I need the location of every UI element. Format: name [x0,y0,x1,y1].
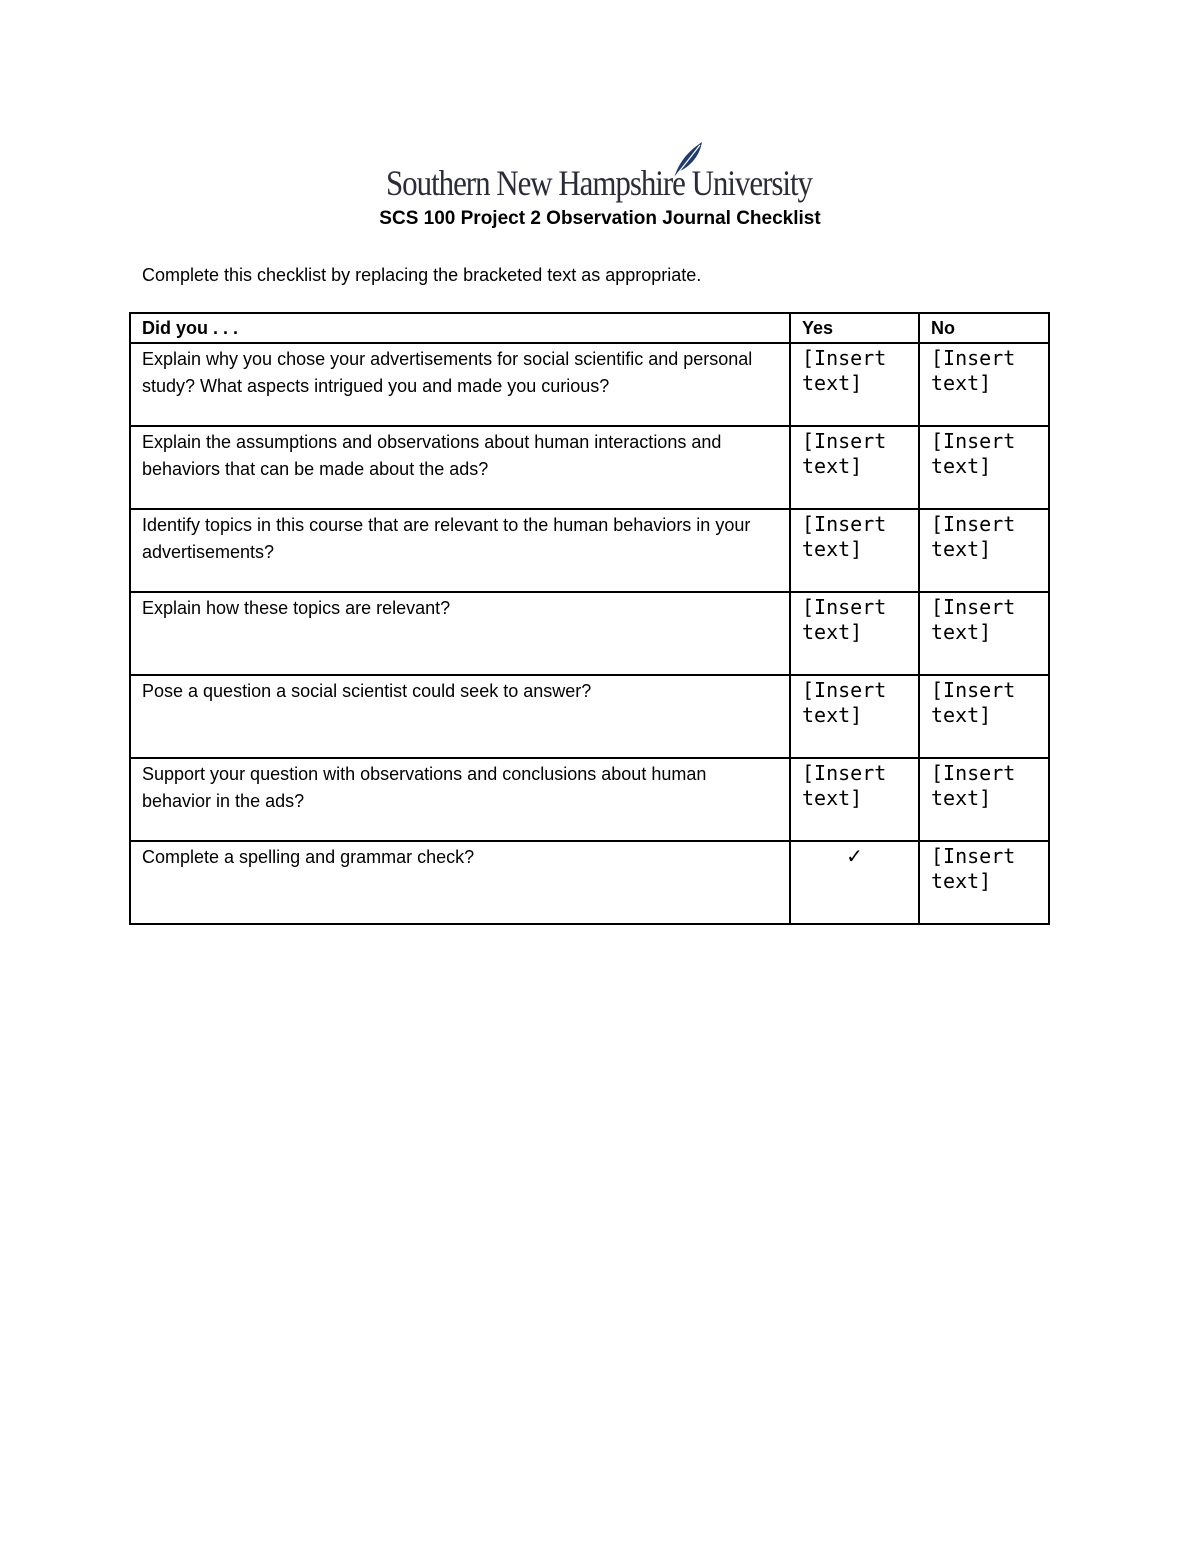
no-text[interactable]: [Insert text] [931,761,1016,810]
no-text[interactable]: [Insert text] [931,678,1016,727]
document-title: SCS 100 Project 2 Observation Journal Checklist [379,208,821,229]
university-logo [386,140,816,208]
table-row [130,592,1049,675]
row-no-cell[interactable] [919,509,1049,592]
row-question: Explain why you chose your advertisements for social scientific and personal study? What aspects intrigued you and made you curious? [130,343,790,426]
table-row [130,758,1049,841]
row-question: Support your question with observations and conclusions about human behavior in the ads? [130,758,790,841]
row-question: Pose a question a social scientist could seek to answer? [130,675,790,758]
no-text[interactable]: [Insert text] [931,429,1016,478]
logo-wordmark: Southern New Hampshire University [386,163,812,203]
row-yes-cell[interactable] [790,509,919,592]
row-question: Complete a spelling and grammar check? [130,841,790,924]
row-question: Explain the assumptions and observations about human interactions and behaviors that can be made about the ads? [130,426,790,509]
header-no: No [919,313,1049,343]
table-row [130,675,1049,758]
yes-text[interactable]: [Insert text] [802,512,887,561]
no-text[interactable]: [Insert text] [931,512,1016,561]
yes-text[interactable]: [Insert text] [802,595,887,644]
row-question: Explain how these topics are relevant? [130,592,790,675]
instructions-text: Complete this checklist by replacing the bracketed text as appropriate. [142,265,702,285]
row-no-cell[interactable] [919,426,1049,509]
header-yes: Yes [790,313,919,343]
table-row [130,841,1049,924]
header-question: Did you . . . [130,313,790,343]
yes-text[interactable]: [Insert text] [802,346,887,395]
no-text[interactable]: [Insert text] [931,844,1016,893]
yes-text[interactable]: [Insert text] [802,678,887,727]
row-yes-cell[interactable] [790,343,919,426]
row-question: Identify topics in this course that are relevant to the human behaviors in your advertisements? [130,509,790,592]
row-no-cell[interactable] [919,675,1049,758]
table-header-row [130,313,1049,343]
row-yes-cell[interactable] [790,841,919,924]
row-yes-cell[interactable] [790,758,919,841]
yes-text[interactable]: [Insert text] [802,429,887,478]
table-row [130,426,1049,509]
checkmark-icon[interactable]: ✓ [846,844,863,868]
table-row [130,509,1049,592]
no-text[interactable]: [Insert text] [931,595,1016,644]
feather-icon [670,140,704,180]
row-no-cell[interactable] [919,841,1049,924]
table-row [130,343,1049,426]
yes-text[interactable]: [Insert text] [802,761,887,810]
row-yes-cell[interactable] [790,675,919,758]
no-text[interactable]: [Insert text] [931,346,1016,395]
row-yes-cell[interactable] [790,426,919,509]
row-no-cell[interactable] [919,592,1049,675]
row-no-cell[interactable] [919,758,1049,841]
row-no-cell[interactable] [919,343,1049,426]
row-yes-cell[interactable] [790,592,919,675]
checklist-table [129,312,1050,925]
